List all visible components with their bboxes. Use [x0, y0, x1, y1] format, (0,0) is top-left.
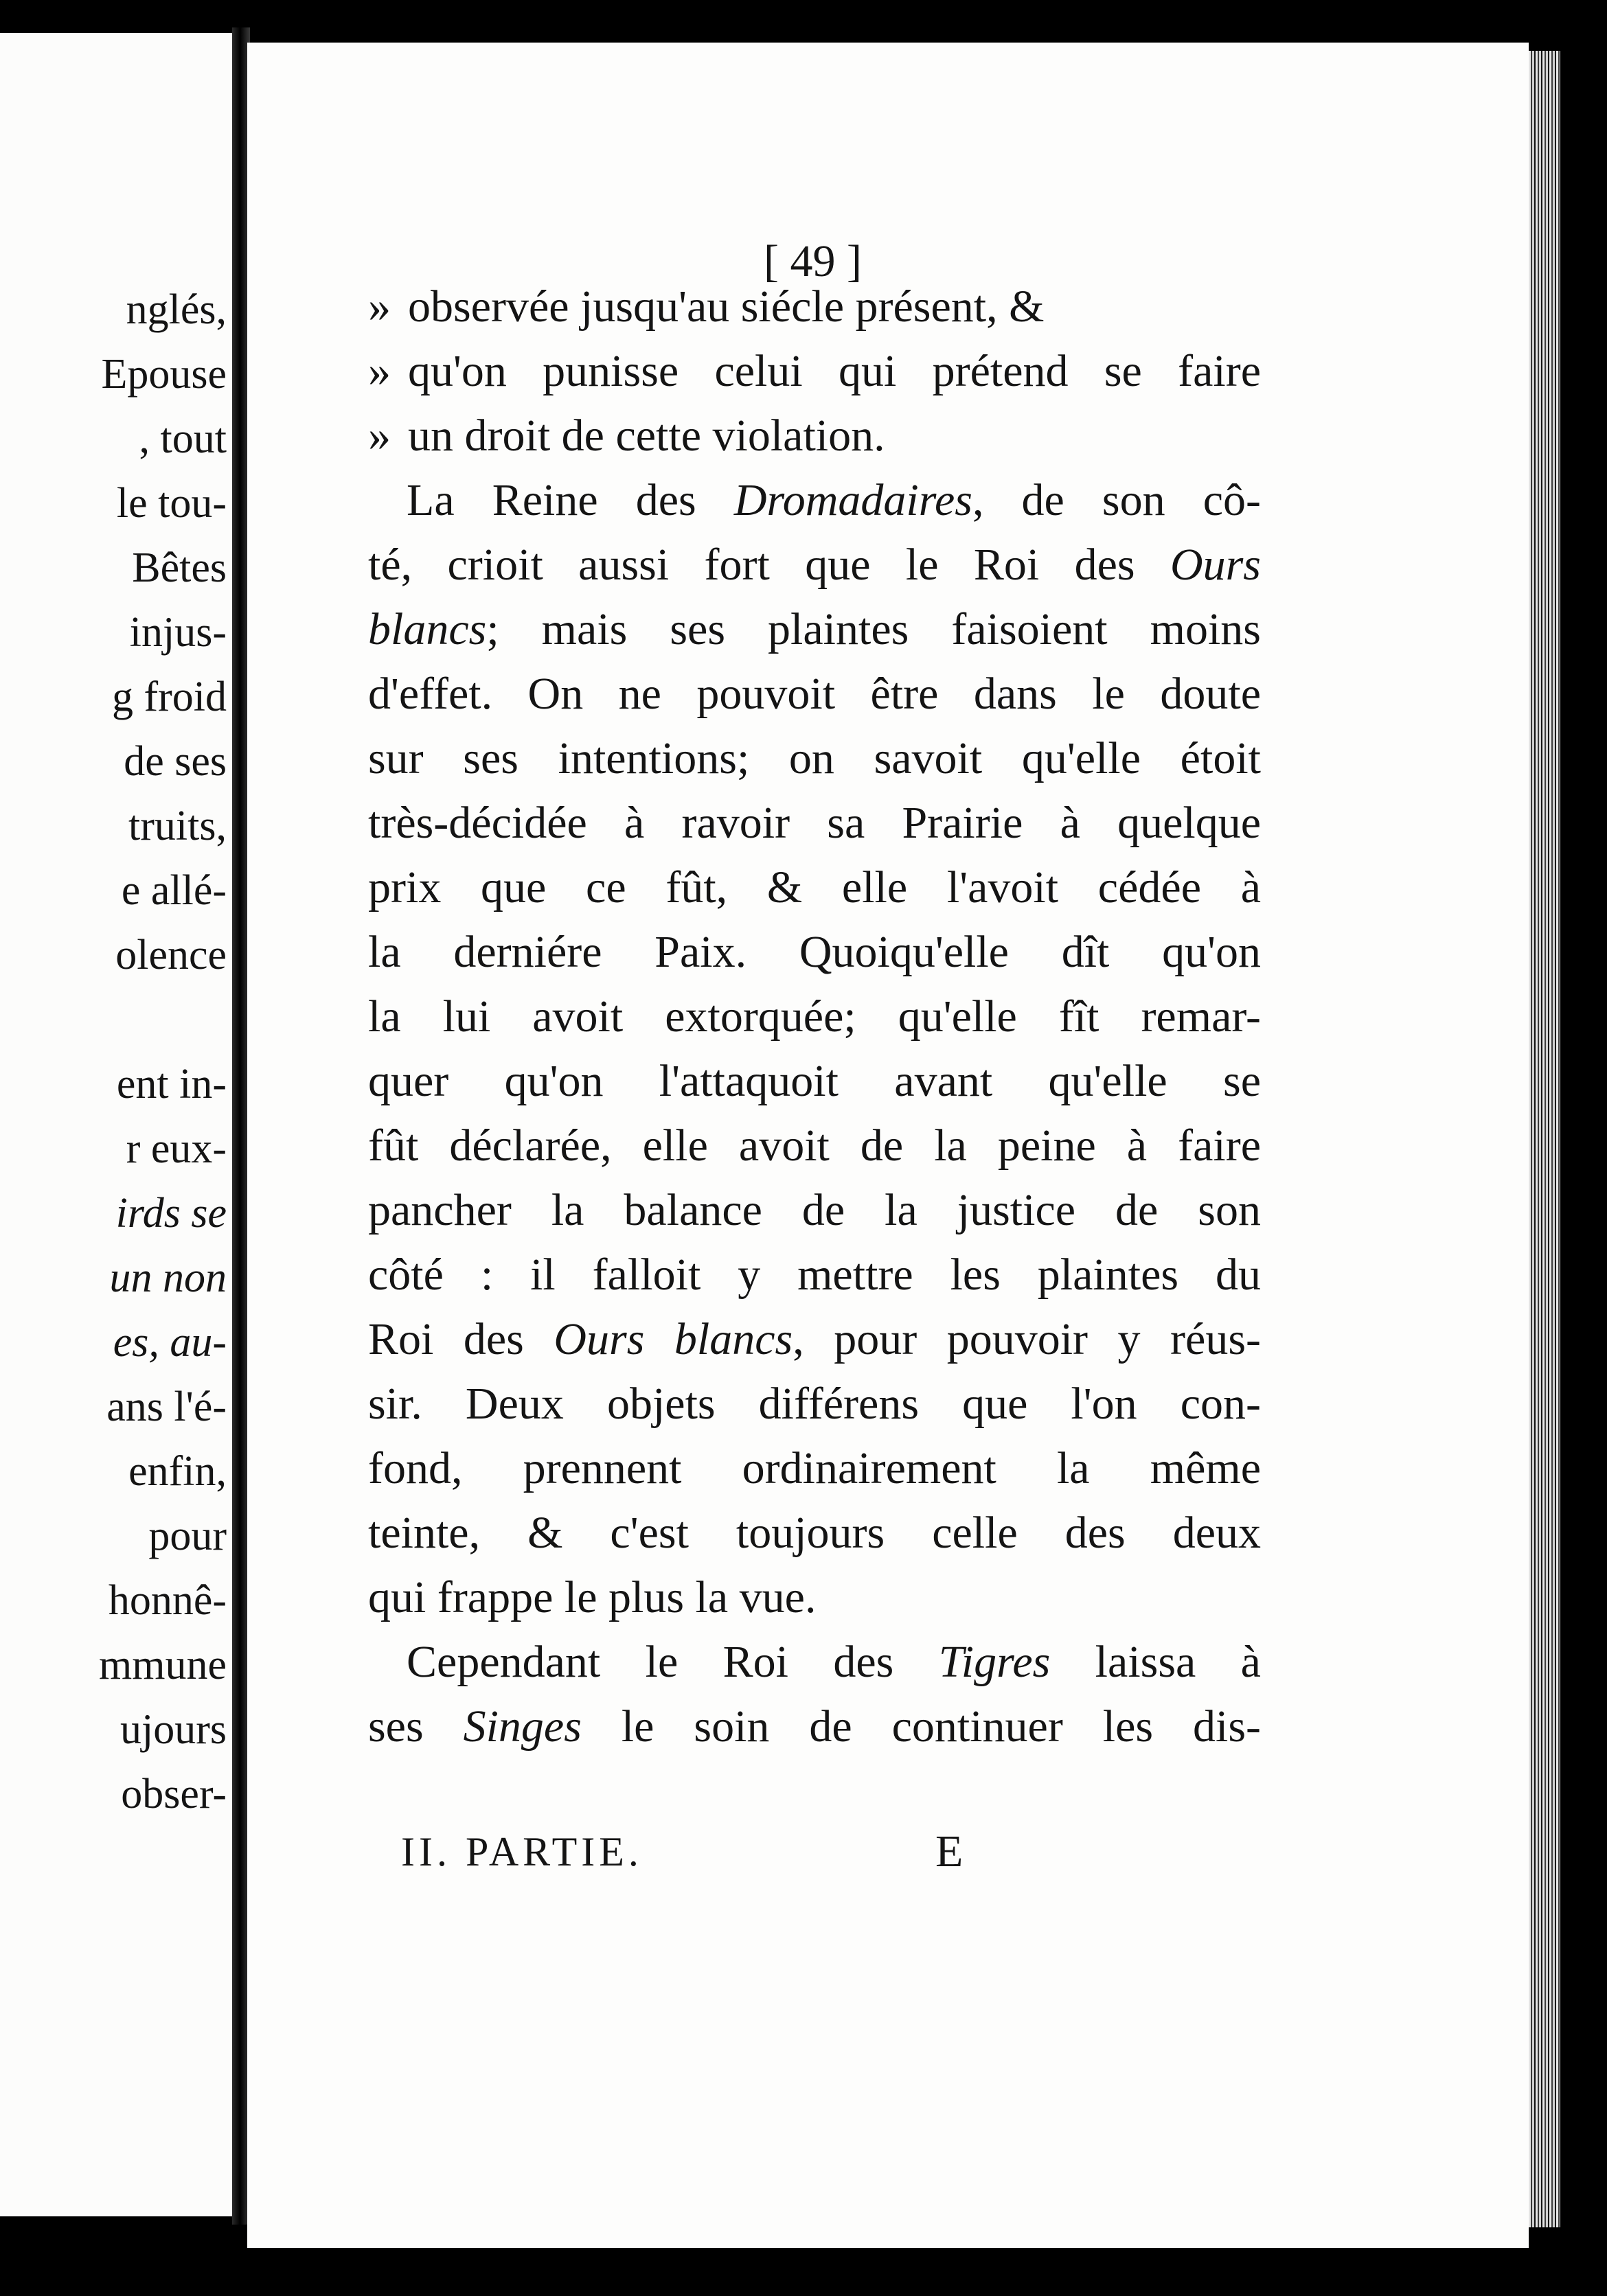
text-line: qui frappe le plus la vue.	[368, 1572, 817, 1622]
text-line: Roi des Ours blancs, pour pouvoir y réus-	[368, 1314, 1261, 1364]
facing-page-fragment: nglés,	[126, 286, 227, 333]
text-line: sir. Deux objets différens que l'on con-	[368, 1379, 1261, 1429]
italic-term: blancs	[368, 604, 487, 654]
facing-page-fragment: Bêtes	[132, 544, 227, 591]
facing-page-fragment: ans l'é-	[106, 1384, 227, 1430]
facing-page-fragment: le tou-	[116, 480, 227, 527]
italic-term: Singes	[463, 1701, 582, 1752]
facing-page-fragment: , tout	[139, 415, 227, 462]
text-line: La Reine des Dromadaires, de son cô-	[407, 475, 1261, 525]
italic-term: Tigres	[938, 1637, 1051, 1687]
facing-page-fragment: ujours	[120, 1706, 227, 1753]
text-line: Cependant le Roi des Tigres laissa à	[407, 1637, 1261, 1687]
facing-page-fragment: pour	[148, 1513, 227, 1559]
text-line: la lui avoit extorquée; qu'elle fît remar-	[368, 991, 1261, 1042]
facing-page-fragment: irds se	[115, 1190, 227, 1237]
text-line: pancher la balance de la justice de son	[368, 1185, 1261, 1235]
text-line: ses Singes le soin de continuer les dis-	[368, 1701, 1261, 1752]
text-line: d'effet. On ne pouvoit être dans le doute	[368, 669, 1261, 719]
facing-page-fragment: ent in-	[116, 1061, 227, 1107]
facing-page-fragment: e allé-	[121, 867, 227, 914]
facing-page-fragment: truits,	[128, 803, 227, 849]
facing-page-fragment: mmune	[99, 1642, 227, 1688]
text-line: teinte, & c'est toujours celle des deux	[368, 1508, 1261, 1558]
italic-term: Ours	[1170, 540, 1261, 590]
italic-term: Dromadaires	[733, 475, 972, 525]
text-line: sur ses intentions; on savoit qu'elle étoit	[368, 733, 1261, 783]
facing-page-fragment: honnê-	[108, 1577, 227, 1624]
quote-mark: »	[368, 282, 391, 332]
facing-page-fragment: de ses	[124, 738, 227, 785]
facing-page-fragment: Epouse	[101, 351, 227, 398]
facing-page-fragment: g froid	[111, 674, 227, 720]
text-line: côté : il falloit y mettre les plaintes du	[368, 1250, 1261, 1300]
text-line: » un droit de cette violation.	[368, 404, 1261, 468]
page-edges	[1529, 51, 1560, 2227]
text-line: prix que ce fût, & elle l'avoit cédée à	[368, 862, 1261, 912]
page-number: [ 49 ]	[764, 236, 862, 286]
facing-page-fragment: un non	[109, 1254, 227, 1301]
facing-page-fragment: obser-	[121, 1771, 227, 1817]
signature-line: II. PARTIE.	[401, 1829, 643, 1874]
text-line: fond, prennent ordinairement la même	[368, 1443, 1261, 1493]
text-body	[368, 275, 1261, 1759]
quote-mark: »	[368, 411, 391, 461]
text-line: quer qu'on l'attaquoit avant qu'elle se	[368, 1056, 1261, 1106]
italic-term: Ours blancs	[554, 1314, 793, 1364]
signature-mark: E	[935, 1826, 964, 1876]
facing-page-fragment: es, au-	[113, 1319, 227, 1366]
text-line: » qu'on punisse celui qui prétend se faire	[368, 339, 1261, 404]
facing-page-left	[0, 33, 236, 2216]
facing-page-fragment: r eux-	[126, 1125, 227, 1172]
text-line: » observée jusqu'au siécle présent, &	[368, 275, 1261, 339]
text-line: blancs; mais ses plaintes faisoient moins	[368, 604, 1261, 654]
text-line: la derniére Paix. Quoiqu'elle dît qu'on	[368, 927, 1261, 977]
quote-mark: »	[368, 346, 391, 396]
facing-page-fragment: enfin,	[128, 1448, 227, 1495]
text-line: très-décidée à ravoir sa Prairie à quelque	[368, 798, 1261, 848]
facing-page-fragment: olence	[115, 932, 227, 978]
text-line: fût déclarée, elle avoit de la peine à faire	[368, 1121, 1261, 1171]
facing-page-fragment: injus-	[129, 609, 227, 656]
text-line: té, crioit aussi fort que le Roi des Ours	[368, 540, 1261, 590]
